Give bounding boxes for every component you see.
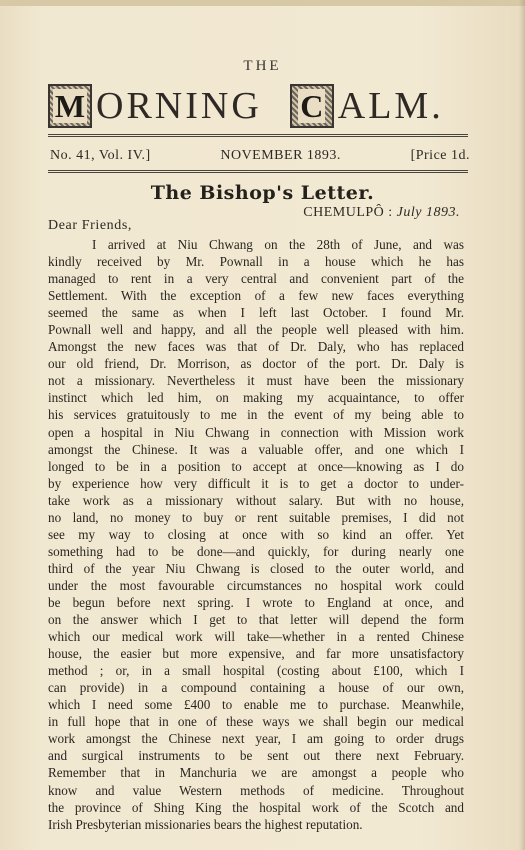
letter-body-line: take work as a missionary without salary. But with no house, <box>48 492 464 508</box>
letter-body-line: Amongst the new faces was that of Dr. Daly, who has replaced <box>48 339 464 355</box>
issue-number: No. 41, Vol. IV.] <box>50 148 151 163</box>
letter-place: CHEMULPÔ : <box>303 205 397 220</box>
letter-body-line: by experience how very difficult it is to get a doctor to under- <box>48 475 464 491</box>
masthead-word-morning: ORNING <box>96 85 262 127</box>
letter-dateline <box>303 205 460 221</box>
letter-body-line: know and value Western methods of medicine. Throughout <box>48 782 464 798</box>
letter-body-line: longed to be in a position to accept at once—knowing as I do <box>48 458 464 474</box>
letter-body-line: on the answer which I get to that letter will depend the form <box>48 612 464 628</box>
letter-body-line: Irish Presbyterian missionaries bears the highest reputation. <box>48 816 363 832</box>
letter-body-line: something had to be done—and quickly, for during nearly one <box>48 543 464 559</box>
letter-body-line: the province of Shing King the hospital work of the Scotch and <box>48 799 464 815</box>
letter-body-line: house, the easier but more expensive, and far more unsatisfactory <box>48 646 464 662</box>
letter-body-line: I arrived at Niu Chwang on the 28th of June, and was <box>92 237 464 252</box>
letter-body-line: Pownall well and happy, and all the people well pleased with him. <box>48 322 464 338</box>
masthead-word-calm: ALM. <box>337 85 444 127</box>
letter-body-line: Settlement. With the exception of a few new faces everything <box>48 288 464 304</box>
letter-body-line: in full hope that in one of these ways we shall begin our medical <box>48 714 464 730</box>
page-top-edge <box>0 0 525 6</box>
letter-body-line: kindly received by Mr. Pownall in a house which he has <box>48 254 464 270</box>
issue-rule <box>48 170 468 173</box>
article-heading: The Bishop's Letter. <box>150 182 375 204</box>
decorated-initial-c: C <box>290 84 334 128</box>
letter-body-line: work amongst the Chinese next year, I am going to order drugs <box>48 731 464 747</box>
letter-body-line: under the most favourable circumstances no hospital work could <box>48 577 464 593</box>
letter-body-line: method ; or, in a small hospital (costing about £100, which I <box>48 663 464 679</box>
masthead-rule <box>48 134 468 137</box>
letter-body-line: managed to rent in a very central and convenient part of the <box>48 271 464 287</box>
page-edge-shadow <box>519 0 525 850</box>
letter-body-line: not a missionary. Nevertheless it must have been the missionary <box>48 373 464 389</box>
letter-body-line: Remember that in Manchuria we are amongst a people who <box>48 765 464 781</box>
masthead-title <box>48 82 478 130</box>
letter-body-line: which our medical work will take—whether in a rented Chinese <box>48 629 464 645</box>
letter-body-line: amongst the Chinese. It was a valuable offer, and one which I <box>48 441 464 457</box>
issue-price: [Price 1d. <box>410 148 470 163</box>
letter-date: July 1893. <box>396 205 460 220</box>
letter-body-line: and surgical instruments to be sent out there next February. <box>48 748 464 764</box>
letter-body-line: be begun before next spring. I wrote to England at once, and <box>48 594 464 610</box>
letter-body-line: instinct which led him, on making my acquaintance, to offer <box>48 390 464 406</box>
letter-body-line: no land, no money to buy or rent suitable premises, I did not <box>48 509 464 525</box>
letter-body-line: seemed the same as when I left last October. I found Mr. <box>48 305 464 321</box>
decorated-initial-m: M <box>48 84 92 128</box>
letter-body <box>48 236 464 833</box>
letter-salutation: Dear Friends, <box>48 218 133 233</box>
letter-body-line: third of the year Niu Chwang is closed to the outer world, and <box>48 560 464 576</box>
letter-body-line: see my way to closing at once with so kind an offer. Yet <box>48 526 464 542</box>
issue-line <box>50 148 470 164</box>
letter-body-line: our old friend, Dr. Morrison, as doctor of the port. Dr. Daly is <box>48 356 464 372</box>
masthead-the: THE <box>243 58 282 74</box>
issue-date: NOVEMBER 1893. <box>220 148 341 163</box>
letter-body-line: his services gratuitously to me in the event of my being able to <box>48 407 464 423</box>
letter-body-line: which I need some £400 to enable me to purchase. Meanwhile, <box>48 697 464 713</box>
letter-body-line: open a hospital in Niu Chwang in connection with Mission work <box>48 424 464 440</box>
letter-body-line: can provide) in a compound containing a house of our own, <box>48 680 464 696</box>
